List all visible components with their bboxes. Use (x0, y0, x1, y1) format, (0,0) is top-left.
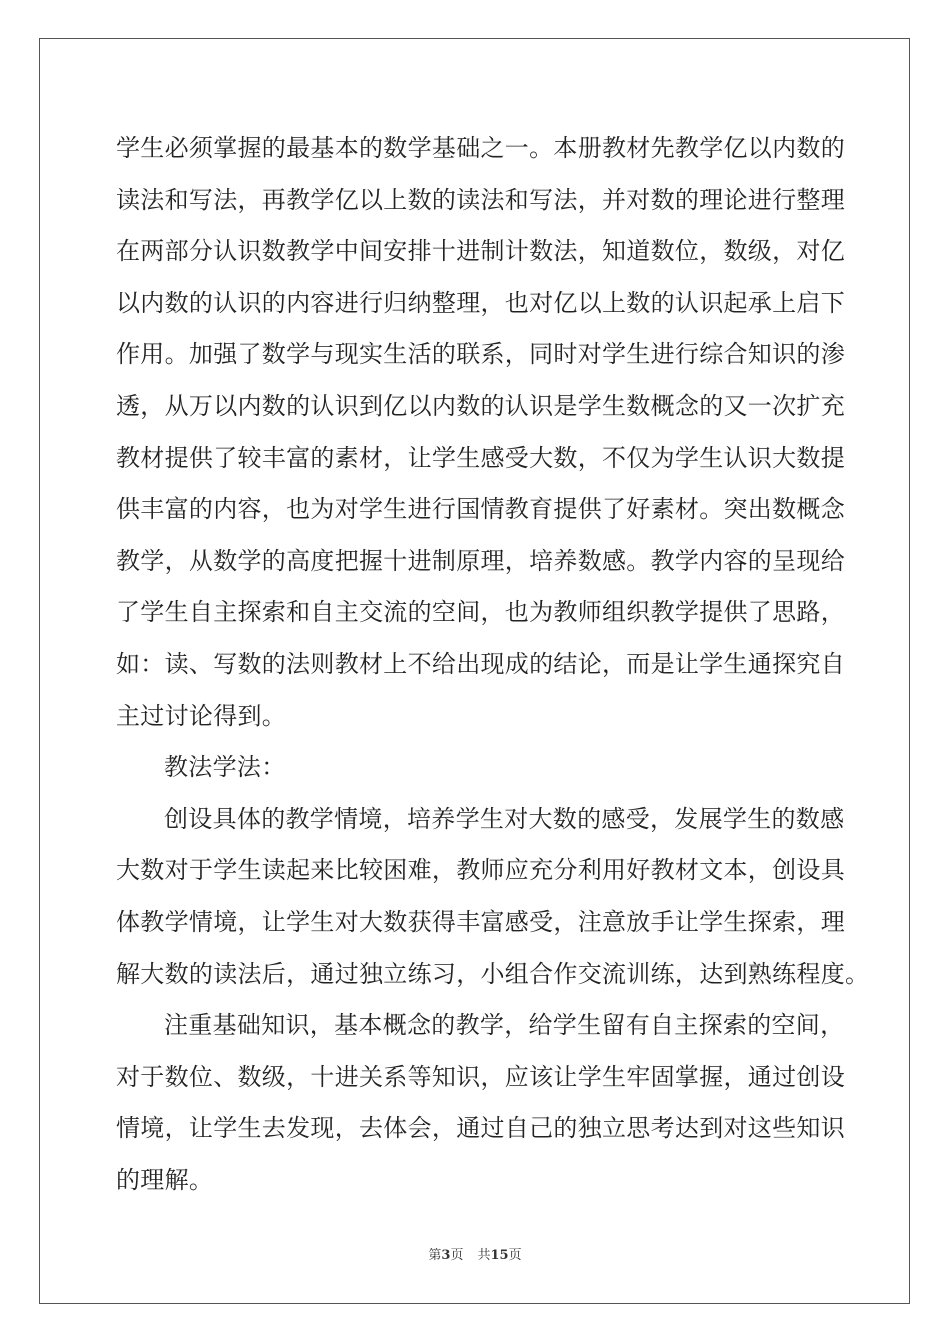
text-line: 透，从万以内数的认识到亿以内数的认识是学生数概念的又一次扩充 (116, 391, 845, 420)
text-line: 对于数位、数级，十进关系等知识，应该让学生牢固掌握，通过创设 (116, 1062, 845, 1091)
text-line: 主过讨论得到。 (116, 701, 287, 730)
text-line: 读法和写法，再教学亿以上数的读法和写法，并对数的理论进行整理 (116, 185, 845, 214)
page-suffix: 页 (450, 1248, 464, 1263)
text-line: 情境，让学生去发现，去体会，通过自己的独立思考达到对这些知识 (116, 1114, 845, 1143)
text-line: 以内数的认识的内容进行归纳整理，也对亿以上数的认识起承上启下 (116, 288, 845, 317)
section-heading: 教法学法： (164, 753, 286, 782)
text-line: 了学生自主探索和自主交流的空间，也为教师组织教学提供了思路， (116, 598, 845, 627)
text-line: 体教学情境，让学生对大数获得丰富感受，注意放手让学生探索，理 (116, 907, 845, 936)
text-line: 教学，从数学的高度把握十进制原理，培养数感。教学内容的呈现给 (116, 546, 845, 575)
total-pages: 15 (490, 1248, 509, 1263)
text-line: 教材提供了较丰富的素材，让学生感受大数，不仅为学生认识大数提 (116, 443, 845, 472)
text-line: 学生必须掌握的最基本的数学基础之一。本册教材先教学亿以内数的 (116, 134, 845, 162)
text-line: 解大数的读法后，通过独立练习，小组合作交流训练，达到熟练程度。 (116, 959, 870, 988)
total-suffix: 页 (508, 1248, 522, 1263)
text-line: 供丰富的内容，也为对学生进行国情教育提供了好素材。突出数概念 (116, 495, 845, 524)
document-body (116, 128, 870, 1211)
text-line: 在两部分认识数教学中间安排十进制计数法，知道数位，数级，对亿 (116, 237, 845, 266)
total-prefix: 共 (477, 1248, 491, 1263)
text-line: 的理解。 (116, 1165, 214, 1194)
text-line: 作用。加强了数学与现实生活的联系，同时对学生进行综合知识的渗 (116, 340, 845, 369)
page-footer (0, 1244, 950, 1263)
text-line: 大数对于学生读起来比较困难，教师应充分利用好教材文本，创设具 (116, 856, 845, 885)
text-line: 注重基础知识，基本概念的教学，给学生留有自主探索的空间， (164, 1011, 845, 1040)
text-line: 创设具体的教学情境，培养学生对大数的感受，发展学生的数感 (164, 804, 845, 833)
page-number: 3 (441, 1248, 451, 1263)
page-prefix: 第 (428, 1248, 442, 1263)
text-line: 如：读、写数的法则教材上不给出现成的结论，而是让学生通探究自 (116, 649, 845, 678)
